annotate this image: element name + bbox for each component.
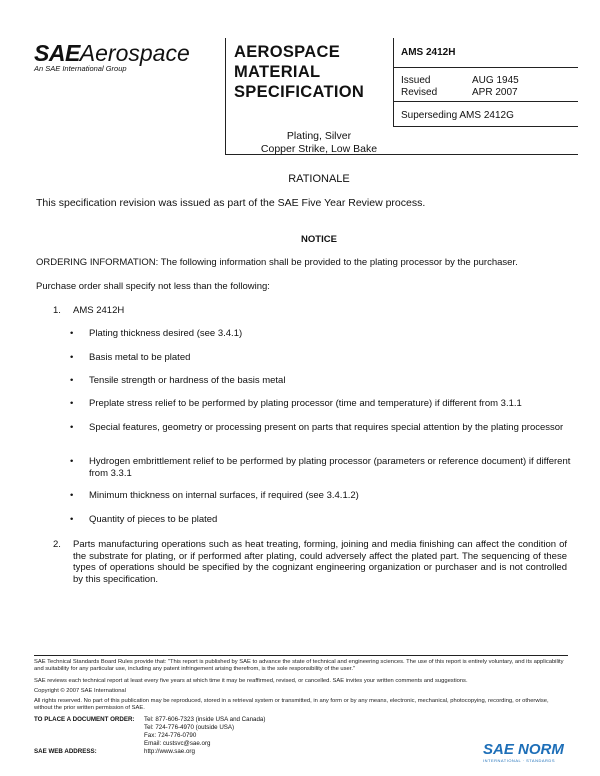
title-line-1: AEROSPACE [234,43,340,61]
bullet-icon: • [70,398,74,409]
bullet-item [70,456,572,479]
header-rule-1 [393,67,578,68]
watermark-sub: INTERNATIONAL · STANDARDS [483,758,555,763]
footer-copyright: Copyright © 2007 SAE International [34,688,126,694]
header-divider-right [393,38,394,126]
sae-norm-watermark [483,741,564,763]
bullet-item [70,375,572,387]
bullet-item [70,352,572,364]
list-item-2 [53,539,573,585]
superseding-note: Superseding AMS 2412G [401,110,514,121]
footer-disclaimer-2: SAE reviews each technical report at least every five years at which time it may be reaffirmed, revised, or cancelled. SAE invites your written comments and suggestions. [34,678,468,684]
bullet-item [70,328,572,340]
item-1-number: 1. [53,305,61,316]
issued-label: Issued [401,75,431,86]
header-rule-3 [393,126,578,127]
bullet-icon: • [70,328,74,339]
bullet-text: Tensile strength or hardness of the basis metal [89,375,286,386]
bullet-icon: • [70,490,74,501]
subtitle-line-2: Copper Strike, Low Bake [260,143,378,155]
bullet-text: Quantity of pieces to be plated [89,514,218,525]
bullet-item [70,398,572,410]
document-subtitle [0,130,600,156]
bullet-text: Special features, geometry or processing present on parts that requires special attention by the plating processor [89,422,564,433]
phone-inside-usa: Tel: 877-606-7323 (inside USA and Canada) [144,716,266,723]
bullet-text: Preplate stress relief to be performed by plating processor (time and temperature) if different from 3.1.1 [89,398,522,409]
item-2-number: 2. [53,539,61,550]
rationale-text: This specification revision was issued as part of the SAE Five Year Review process. [36,197,426,209]
bullet-text: Plating thickness desired (see 3.4.1) [89,328,243,339]
email-address: Email: custsvc@sae.org [144,740,211,747]
bullet-icon: • [70,456,74,467]
issue-dates [401,75,519,99]
header-rule-2 [393,101,578,102]
watermark-brand: SAE NORM [483,741,564,758]
bullet-icon: • [70,514,74,525]
logo-product: Aerospace [79,40,190,66]
sae-aerospace-logo [34,40,190,73]
web-label: SAE WEB ADDRESS: [34,748,97,755]
footer-rule [34,655,568,656]
document-type-title [234,42,364,102]
purchase-order-note: Purchase order shall specify not less than the following: [36,281,270,292]
logo-brand: SAE [34,40,80,66]
list-item-1 [53,305,124,316]
revised-label: Revised [401,87,438,98]
ordering-information: ORDERING INFORMATION: The following information shall be provided to the plating processor by the purchaser. [36,257,518,268]
footer-rights: All rights reserved. No part of this publication may be reproduced, stored in a retrieval system or transmitted, in any form or by any means, electronic, mechanical, photocopying, recording, or otherwise, without the prior written permission of SAE. [34,698,549,711]
item-2-text: Parts manufacturing operations such as heat treating, forming, joining and media finishing can affect the condition of the substrate for plating, or if performed after plating, could adversely affect the plated part. The sequencing of these types of operations should be specified by the cognizant engineering organization or purchaser and is not controlled by this specification. [73,539,567,585]
bullet-item [70,422,572,434]
phone-outside-usa: Tel: 724-776-4970 (outside USA) [144,724,235,731]
web-address: http://www.sae.org [144,748,195,755]
logo-subtitle: An SAE International Group [34,64,127,73]
issued-date: AUG 1945 [472,75,519,86]
item-1-text: AMS 2412H [73,305,125,316]
bullet-item [70,490,572,502]
rationale-heading: RATIONALE [288,173,350,185]
bullet-text: Hydrogen embrittlement relief to be performed by plating processor (parameters or reference document) if different from 3.3.1 [89,456,571,479]
title-line-3: SPECIFICATION [234,83,365,101]
notice-heading: NOTICE [301,234,337,245]
bullet-text: Minimum thickness on internal surfaces, if required (see 3.4.1.2) [89,490,359,501]
fax-number: Fax: 724-776-0790 [144,732,197,739]
bullet-item [70,514,572,526]
bullet-icon: • [70,352,74,363]
bullet-icon: • [70,375,74,386]
document-number: AMS 2412H [401,47,456,58]
order-label: TO PLACE A DOCUMENT ORDER: [34,716,135,723]
title-line-2: MATERIAL [234,63,321,81]
subtitle-line-1: Plating, Silver [286,130,352,142]
revised-date: APR 2007 [472,87,518,98]
footer-disclaimer-1: SAE Technical Standards Board Rules provide that: "This report is published by SAE to advance the state of technical and engineering sciences. The use of this report is entirely voluntary, and its applicability and suitability for any particular use, including any patent infringement arising therefrom, is the sole responsibility of the user." [34,659,564,672]
bullet-text: Basis metal to be plated [89,352,191,363]
bullet-icon: • [70,422,74,433]
